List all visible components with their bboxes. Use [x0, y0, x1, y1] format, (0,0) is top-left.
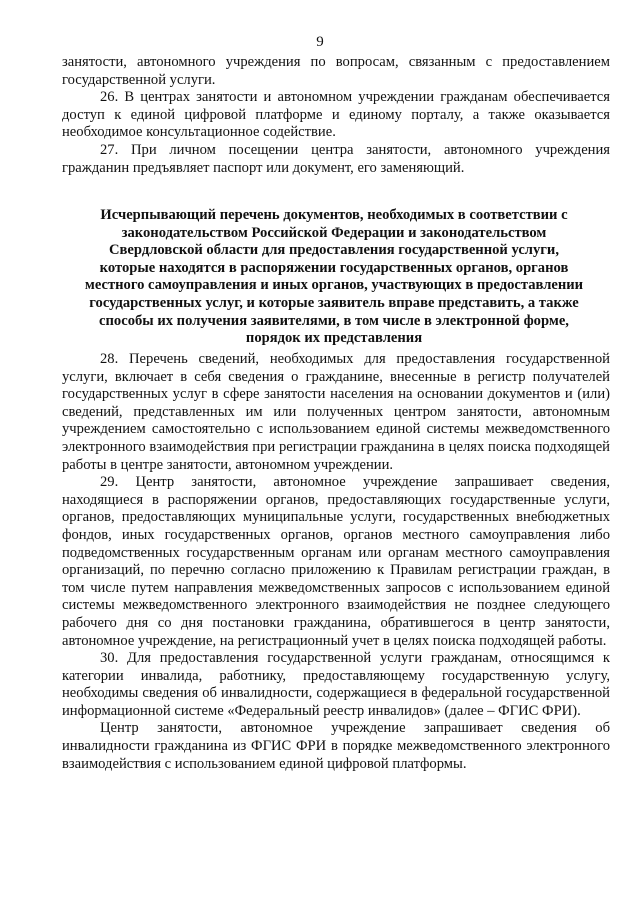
- paragraph-30: 30. Для предоставления государственной услуги гражданам, относящимся к категории инвалида, работнику, предоставляющему государственную услугу, необходимы сведения об инвалидности, содержащиеся в федеральной государственной информационной системе «Федеральный реестр инвалидов» (далее – ФГИС ФРИ).: [62, 650, 610, 719]
- paragraph-continuation: занятости, автономного учреждения по вопросам, связанным с предоставлением государственной услуги.: [62, 54, 610, 88]
- paragraph-26: 26. В центрах занятости и автономном учреждении гражданам обеспечивается доступ к единой цифровой платформе и единому порталу, а также оказывается необходимое консультационное содействие.: [62, 89, 610, 141]
- page-number: 9: [316, 34, 324, 50]
- main-text-block: [62, 351, 610, 773]
- paragraph-30-continued: Центр занятости, автономное учреждение запрашивает сведения об инвалидности гражданина из ФГИС ФРИ в порядке межведомственного электронного взаимодействия с использованием единой цифровой платформы.: [62, 720, 610, 772]
- paragraph-29: 29. Центр занятости, автономное учреждение запрашивает сведения, находящиеся в распоряжении органов, предоставляющих государственные услуги, органов, предоставляющих муниципальные услуги, государственных внебюджетных фондов, иных государственных органов, органов местного самоуправления либо подведомственных государственным органам или органам местного самоуправления организаций, по перечню согласно приложению к Правилам регистрации граждан, в том числе путем направления межведомственных запросов с использованием единой системы межведомственного электронного взаимодействия не позднее следующего рабочего дня со дня постановки гражданина, обратившегося в центр занятости, автономное учреждение, на регистрационный учет в целях поиска подходящей работы.: [62, 474, 610, 649]
- paragraph-28: 28. Перечень сведений, необходимых для предоставления государственной услуги, включает в себя сведения о гражданине, внесенные в регистр получателей государственных услуг в сфере занятости населения на основании документов и (или) сведений, представленных им или полученных центром занятости, автономным учреждением самостоятельно с использованием единой системы межведомственного электронного взаимодействия при регистрации гражданина в целях поиска подходящей работы в центре занятости, автономном учреждении.: [62, 351, 610, 473]
- paragraph-27: 27. При личном посещении центра занятости, автономного учреждения гражданин предъявляет паспорт или документ, его заменяющий.: [62, 141, 610, 176]
- top-text-block: [62, 54, 610, 177]
- section-heading: Исчерпывающий перечень документов, необходимых в соответствии с законодательством Российской Федерации и законодательством Свердловской области для предоставления государственной услуги, которые находятся в распоряжении государственных органов, органов местного самоуправления и иных органов, участвующих в предоставлении государственных услуг, и которые заявитель вправе представить, а также способы их получения заявителями, в том числе в электронной форме, порядок их представления: [84, 207, 584, 347]
